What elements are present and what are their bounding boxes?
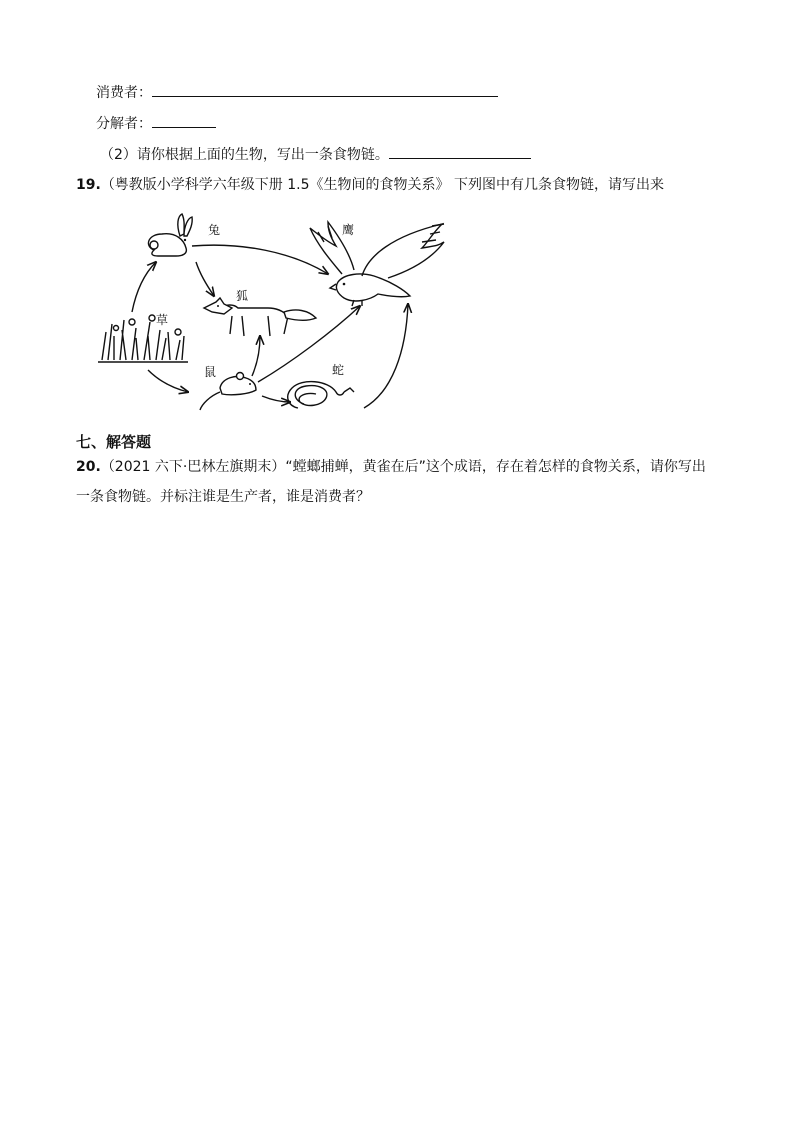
grass-illustration (98, 315, 188, 362)
sub-question-2-text: （2）请你根据上面的生物，写出一条食物链。 (100, 147, 389, 163)
consumers-line (96, 82, 498, 103)
question-20-text-1: （2021 六下·巴林左旗期末）“螳螂捕蝉，黄雀在后”这个成语，存在着怎样的食物关系，请你写出 (100, 459, 706, 475)
decomposers-line (96, 113, 216, 134)
arrow-rabbit-to-eagle (192, 245, 328, 274)
eagle-label: 鹰 (342, 223, 355, 237)
food-web-diagram (92, 212, 452, 422)
question-number: 20. (76, 459, 101, 475)
consumers-label: 消费者： (96, 85, 152, 101)
rabbit-illustration (148, 214, 192, 256)
section-7-title: 七、解答题 (76, 433, 152, 451)
sub-question-2 (100, 144, 531, 165)
snake-label: 蛇 (332, 363, 345, 377)
grass-label: 草 (156, 313, 169, 327)
question-number: 19. (76, 177, 101, 193)
fox-label: 狐 (236, 289, 249, 303)
arrow-mouse-to-snake (262, 396, 290, 402)
question-20-line-2: 一条食物链。并标注谁是生产者，谁是消费者？ (76, 489, 370, 505)
mouse-label: 鼠 (204, 365, 217, 379)
food-chain-blank[interactable] (389, 144, 531, 159)
consumers-blank[interactable] (152, 82, 498, 97)
arrow-rabbit-to-fox (196, 262, 214, 296)
eagle-illustration (310, 222, 444, 306)
decomposers-label: 分解者： (96, 116, 152, 132)
decomposers-blank[interactable] (152, 113, 216, 128)
fox-illustration (204, 298, 316, 336)
question-20-line-1 (76, 457, 706, 477)
rabbit-label: 兔 (208, 223, 221, 237)
arrow-grass-to-rabbit (132, 262, 156, 312)
question-19-text: （粤教版小学科学六年级下册 1.5《生物间的食物关系》 下列图中有几条食物链，请写出来 (100, 177, 664, 193)
snake-illustration (288, 382, 354, 408)
arrow-mouse-to-fox (252, 336, 260, 376)
arrow-grass-to-mouse (148, 370, 188, 392)
arrow-snake-to-eagle (364, 304, 408, 408)
question-19 (76, 175, 664, 195)
